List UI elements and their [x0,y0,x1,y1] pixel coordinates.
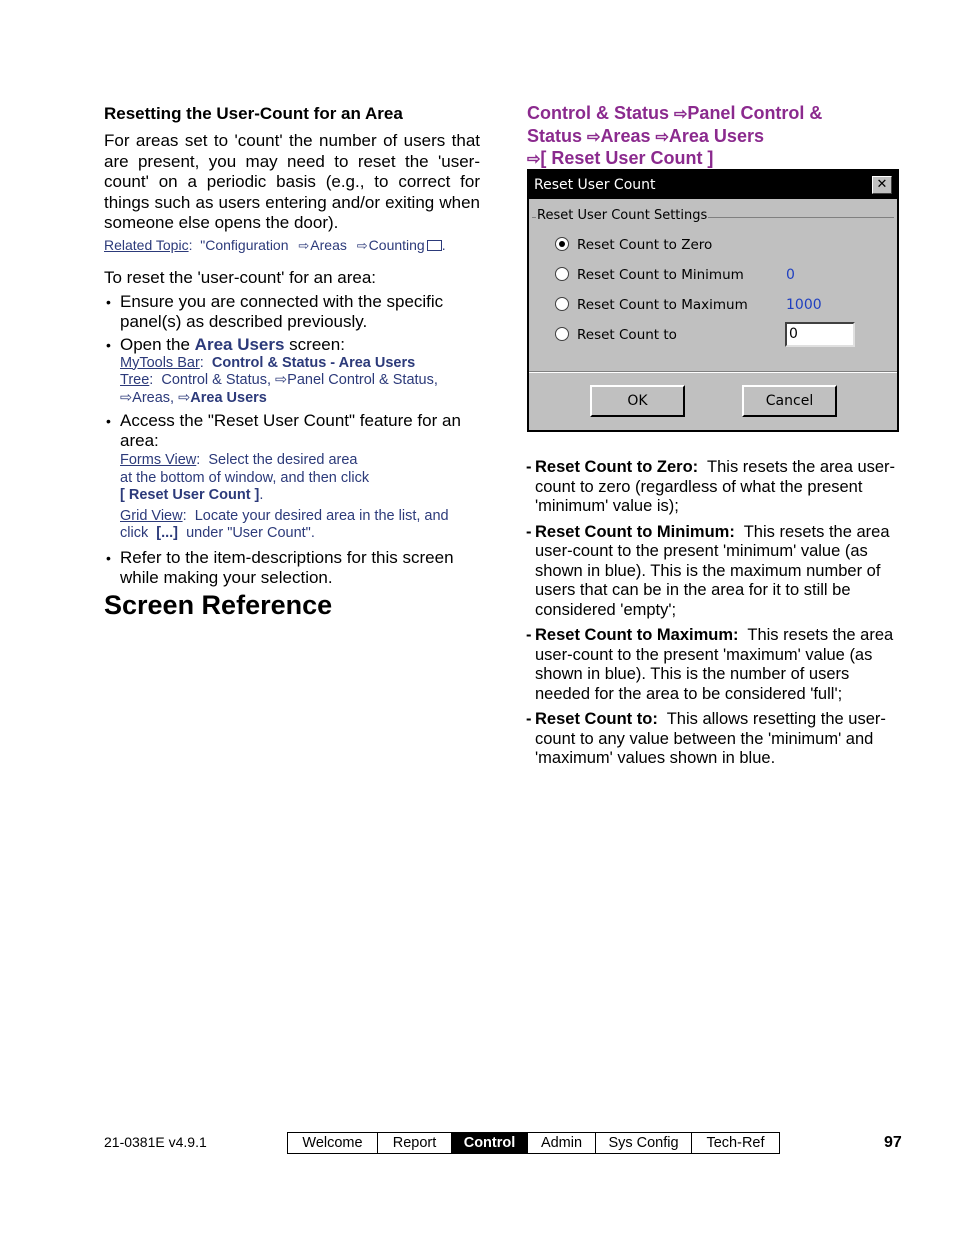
related-topic: Related Topic: "Configuration ⇨Areas ⇨Counting . [104,236,446,253]
arrow-icon: ⇨ [298,237,310,253]
minimum-value: 0 [786,267,795,283]
tree-link[interactable]: Tree [120,372,150,388]
step-open-pre: Open the [120,334,195,354]
radio-icon[interactable] [555,327,569,341]
tab-report[interactable]: Report [377,1133,451,1153]
desc-reset-minimum: - Reset Count to Minimum: This resets the area user-count to the present 'minimum' value (as shown in blue). This is the maximum number of users that can be in the area for it to still be considered 'empty'; [526,522,890,619]
forms-text-2: at the bottom of window, and then click [120,469,370,486]
step-refer [104,548,480,588]
ok-button[interactable]: OK [590,385,685,417]
dialog-title-bar [529,171,897,199]
radio-reset-zero-label: Reset Count to Zero [577,237,713,253]
grid-text-2: click [120,525,149,541]
grid-text-3: under "User Count". [186,525,315,541]
desc-term: Reset Count to Maximum: [535,626,739,644]
mytools-path: Control & Status - Area Users [211,354,416,371]
desc-text: This resets the area user-count to the present 'maximum' value (as shown in blue). This is the number of users needed for the area to be considered 'full'; [535,626,894,703]
intro-paragraph: For areas set to 'count' the number of users that are present, you may need to reset the 'user-count' on a periodic basis (e.g., to correct for things such as users entering and/or exiting when someone else opens the door). [104,131,480,232]
dialog-title: Reset User Count [534,177,656,193]
nav-tree: Tree: Control & Status, ⇨Panel Control & Status, ⇨Areas, ⇨Area Users [120,372,438,406]
desc-reset-to: - Reset Count to: This allows resetting the user-count to any value between the 'minimum' and 'maximum' values shown in blue. [526,710,886,767]
tree-path-4: Area Users [190,389,267,406]
path-status: Status [527,125,583,146]
path-panel-control: Panel Control & [687,103,823,123]
related-areas[interactable]: Areas [310,236,347,253]
desc-text: This allows resetting the user-count to any value between the 'minimum' and 'maximum' values shown in blue. [535,710,886,767]
path-control-status: Control & Status [527,103,669,123]
reset-user-count-dialog [527,169,899,432]
dialog-separator [529,371,897,373]
related-counting[interactable]: Counting [368,236,425,253]
nav-grid: Grid View: Locate your desired area in the list, and click [...] under "User Count". [120,507,449,541]
forms-text-1: Select the desired area [208,452,358,468]
document-version: 21-0381E v4.9.1 [104,1134,207,1150]
step-refer-text: Refer to the item-descriptions for this screen while making your selection. [120,547,454,587]
tab-tech-ref[interactable]: Tech-Ref [691,1133,779,1153]
arrow-icon: ⇨ [356,237,368,253]
left-column [104,103,480,588]
footer-nav-tabs [287,1132,780,1154]
desc-text: This resets the area user-count to the present 'minimum' value (as shown in blue). This is the maximum number of users that can be in the area for it to still be considered 'empty'; [535,522,890,619]
page-number: 97 [884,1134,902,1151]
path-areas: Areas [600,125,651,146]
related-topic-link[interactable]: Related Topic [104,236,189,253]
desc-text: This resets the area user-count to zero (regardless of what the present 'minimum' value is); [535,458,896,515]
steps-list [104,292,480,588]
radio-reset-minimum[interactable] [555,267,744,283]
desc-term: Reset Count to: [535,710,658,728]
nav-mytools: MyTools Bar: Control & Status - Area Users [120,354,416,371]
path-area-users: Area Users [668,125,764,146]
radio-selected-icon[interactable] [555,237,569,251]
tab-admin[interactable]: Admin [527,1133,595,1153]
steps-intro: To reset the 'user-count' for an area: [104,267,377,287]
arrow-icon: ⇨ [527,151,541,168]
desc-reset-maximum: - Reset Count to Maximum: This resets the area user-count to the present 'maximum' value (as shown in blue). This is the number of users needed for the area to be considered 'full'; [526,626,894,703]
tree-path-1: Control & Status, [161,372,271,388]
tab-control[interactable]: Control [451,1133,527,1153]
arrow-icon: ⇨ [275,372,288,388]
reset-user-count-ref: [ Reset User Count ] [120,487,260,503]
desc-term: Reset Count to Zero: [535,458,699,476]
reset-count-input[interactable]: 0 [785,322,855,347]
arrow-icon: ⇨ [120,389,133,406]
step-access-feature [104,411,480,543]
desc-reset-zero: - Reset Count to Zero: This resets the area user-count to zero (regardless of what the present 'minimum' value is); [526,458,896,515]
close-icon[interactable]: ✕ [872,176,892,194]
related-config[interactable]: "Configuration [200,236,289,253]
radio-reset-to-label: Reset Count to [577,327,677,343]
arrow-icon: ⇨ [178,389,191,406]
step-open-post: screen: [284,334,345,354]
radio-reset-zero[interactable] [555,237,712,253]
folder-icon [427,240,442,251]
mytools-bar-link[interactable]: MyTools Bar [120,354,200,371]
forms-view-link[interactable]: Forms View [120,452,197,468]
item-descriptions [526,458,904,775]
screen-reference-heading: Screen Reference [104,590,333,620]
desc-term: Reset Count to Minimum: [535,522,735,541]
arrow-icon: ⇨ [587,128,601,146]
radio-reset-to[interactable] [555,327,677,343]
settings-group-label: Reset User Count Settings [537,208,708,223]
step-connect-text: Ensure you are connected with the specific panel(s) as described previously. [120,291,444,331]
radio-icon[interactable] [555,297,569,311]
radio-reset-maximum-label: Reset Count to Maximum [577,297,748,313]
step-open-screen [104,335,480,408]
navigation-path-heading [527,103,897,171]
tab-sys-config[interactable]: Sys Config [595,1133,691,1153]
path-reset-user-count: [ Reset User Count ] [540,148,714,168]
ellipsis-button-ref: [...] [156,525,179,541]
step-access-text: Access the "Reset User Count" feature for an area: [120,411,461,450]
step-connect [104,292,480,332]
radio-reset-minimum-label: Reset Count to Minimum [577,267,744,283]
area-users-link[interactable]: Area Users [194,334,285,354]
tree-path-3: Areas, [132,389,175,406]
cancel-button[interactable]: Cancel [742,385,837,417]
radio-icon[interactable] [555,267,569,281]
maximum-value: 1000 [786,297,822,313]
tab-welcome[interactable]: Welcome [302,1135,363,1151]
nav-forms: Forms View: Select the desired area at the bottom of window, and then click [ Reset User Count ]. [120,452,370,503]
radio-reset-maximum[interactable] [555,297,748,313]
grid-text-1: Locate your desired area in the list, and [194,507,449,524]
section-title: Resetting the User-Count for an Area [104,104,403,123]
arrow-icon: ⇨ [674,106,688,123]
arrow-icon: ⇨ [655,128,669,146]
grid-view-link[interactable]: Grid View [120,507,183,524]
tree-path-2: Panel Control & Status, [287,372,438,388]
